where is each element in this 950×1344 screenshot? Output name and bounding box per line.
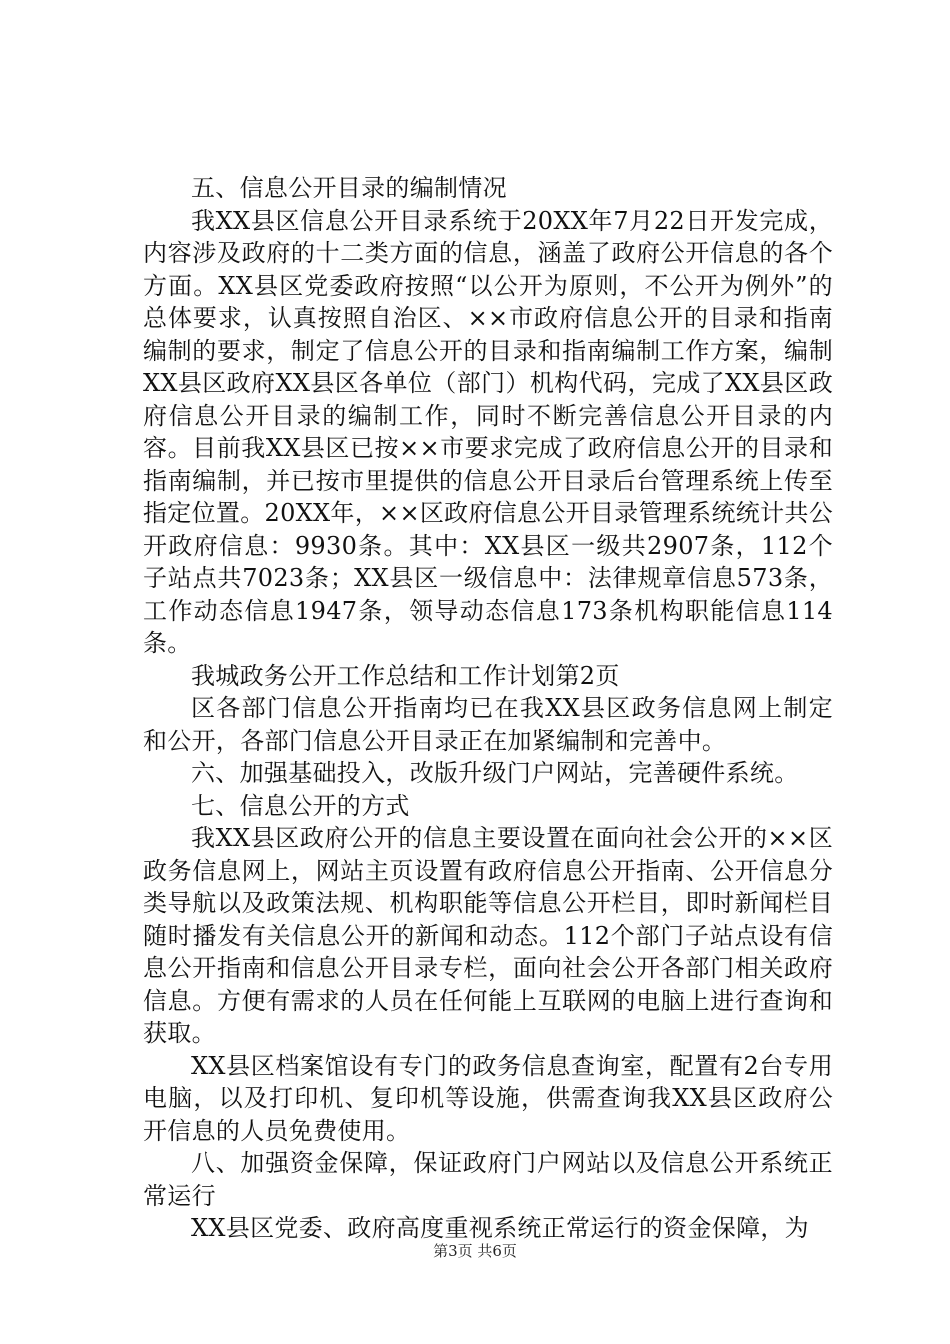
document-body	[143, 172, 833, 1245]
section-heading-5: 五、信息公开目录的编制情况	[191, 174, 507, 202]
paragraph-funding-guarantee: XX县区党委、政府高度重视系统正常运行的资金保障，为	[191, 1214, 809, 1242]
paragraph-publication-methods: 我XX县区政府公开的信息主要设置在面向社会公开的××区政务信息网上，网站主页设置有政府信息公开指南、公开信息分类导航以及政策法规、机构职能等信息公开栏目，即时新闻栏目随时播发有关信息公开的新闻和动态。112个部门子站点设有信息公开指南和信息公开目录专栏，面向社会公开各部门相关政府信息。方便有需求的人员在任何能上互联网的电脑上进行查询和获取。	[143, 824, 833, 1047]
page-footer: 第3页 共6页	[433, 1242, 517, 1260]
paragraph-department-guides: 区各部门信息公开指南均已在我XX县区政务信息网上制定和公开，各部门信息公开目录正在加紧编制和完善中。	[143, 694, 833, 755]
paragraph-archive-query-room: XX县区档案馆设有专门的政务信息查询室，配置有2台专用电脑，以及打印机、复印机等设施，供需查询我XX县区政府公开信息的人员免费使用。	[143, 1051, 833, 1145]
section-heading-7: 七、信息公开的方式	[191, 791, 410, 820]
section-heading-8: 八、加强资金保障，保证政府门户网站以及信息公开系统正常运行	[143, 1149, 833, 1210]
section-heading-6: 六、加强基础投入，改版升级门户网站，完善硬件系统。	[191, 759, 799, 787]
paragraph-catalog-compilation: 我XX县区信息公开目录系统于20XX年7月22日开发完成，内容涉及政府的十二类方面的信息，涵盖了政府公开信息的各个方面。XX县区党委政府按照“以公开为原则，不公开为例外”的总体要求，认真按照自治区、××市政府信息公开的目录和指南编制的要求，制定了信息公开的目录和指南编制工作方案，编制XX县区政府XX县区各单位（部门）机构代码，完成了XX县区政府信息公开目录的编制工作，同时不断完善信息公开目录的内容。目前我XX县区已按××市要求完成了政府信息公开的目录和指南编制，并已按市里提供的信息公开目录后台管理系统上传至指定位置。20XX年，××区政府信息公开目录管理系统统计共公开政府信息：9930条。其中：XX县区一级共2907条，112个子站点共7023条；XX县区一级信息中：法律规章信息573条，工作动态信息1947条，领导动态信息173条机构职能信息114条。	[143, 206, 833, 657]
page-continuation-title: 我城政务公开工作总结和工作计划第2页	[191, 661, 620, 690]
